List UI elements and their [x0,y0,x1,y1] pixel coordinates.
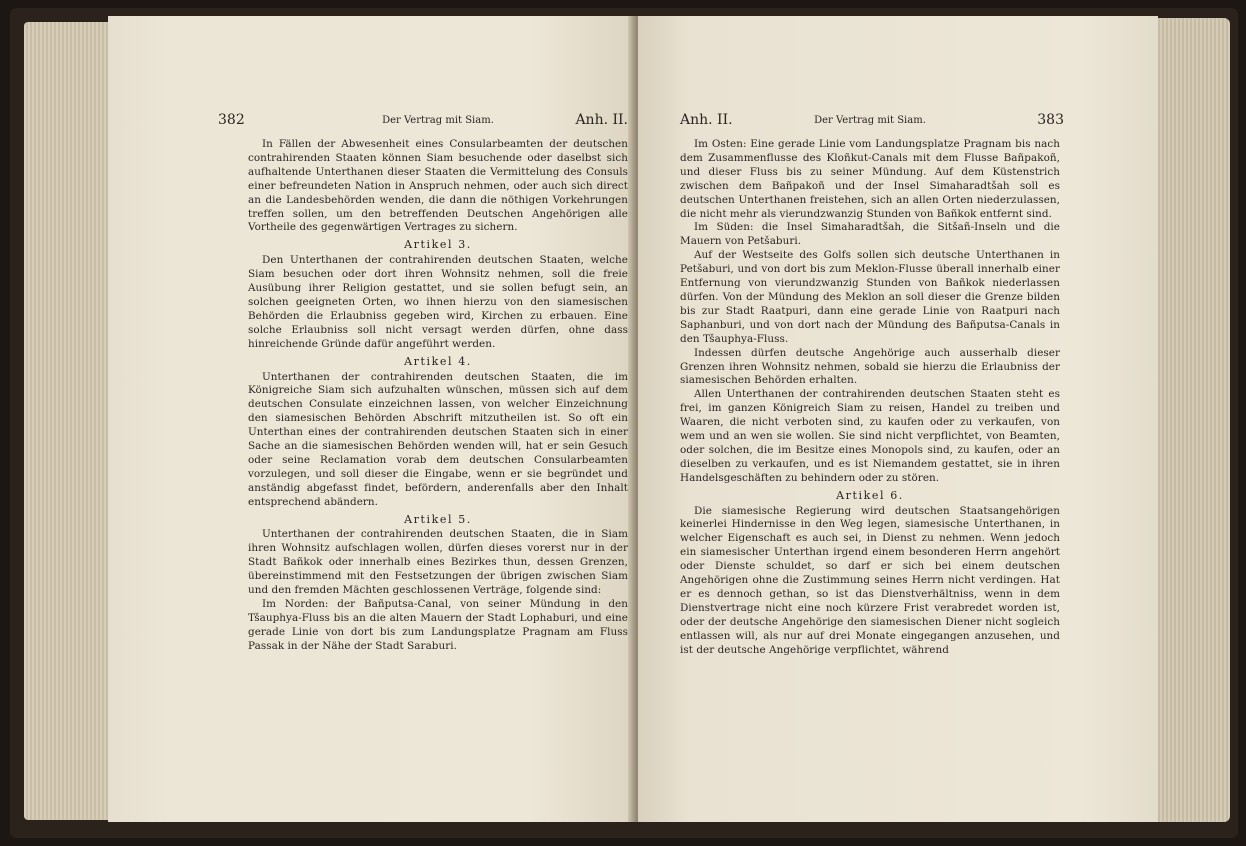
paragraph: Unterthanen der contrahirenden deutschen Staaten, die in Siam ihren Wohnsitz aufschlagen wollen, dürfen dieses vorerst nur in der Stadt Bañkok oder innerhalb eines Bezirkes thun, dessen Grenzen, übereinstimmend mit den Festsetzungen der übrigen zwischen Siam und den fremden Mächten geschlossenen Verträge, folgende sind: [248,528,628,597]
paragraph: Im Osten: Eine gerade Linie vom Landungsplatze Pragnam bis nach dem Zusammenflusse des Kloñkut-Canals mit dem Flusse Bañpakoñ, und dieser Fluss bis zu seiner Mündung. Auf dem Küstenstrich zwischen dem Bañpakoñ und der Insel Simaharadtšah soll es deutschen Unterthanen freistehen, sich an allen Orten niederzulassen, die nicht mehr als vierundzwanzig Stunden von Bañkok entfernt sind. [680,138,1060,220]
paragraph: Den Unterthanen der contrahirenden deutschen Staaten, welche Siam besuchen oder dort ihren Wohnsitz nehmen, soll die freie Ausübung ihrer Religion gestattet, und sie sollen befugt sein, an solchen geeigneten Orten, wo ihnen hierzu von den siamesischen Behörden die Erlaubniss gegeben wird, Kirchen zu erbauen. Eine solche Erlaubniss soll nicht versagt werden dürfen, ohne dass hinreichende Gründe dafür angeführt werden. [248,254,628,350]
article-heading: Artikel 4. [404,354,472,368]
paragraph: In Fällen der Abwesenheit eines Consularbeamten der deutschen contrahirenden Staaten können Siam besuchende oder daselbst sich aufhaltende Unterthanen dieser Staaten die Vermittelung des Consuls einer befreundeten Nation in Anspruch nehmen, oder auch sich direct an die Landesbehörden wenden, die dann die nöthigen Vorkehrungen treffen sollen, um den betreffenden Deutschen Angehörigen alle Vortheile des gegenwärtigen Vertrages zu sichern. [248,138,628,234]
right-running-title: Der Vertrag mit Siam. [814,115,926,126]
right-running-head [680,112,1064,134]
paragraph: Im Norden: der Bañputsa-Canal, von seiner Mündung in den Tšauphya-Fluss bis an die alten Mauern der Stadt Lophaburi, und eine gerade Linie von dort bis zum Landungsplatze Pragnam am Fluss Passak in der Nähe der Stadt Saraburi. [248,598,628,652]
paragraph: Im Süden: die Insel Simaharadtšah, die Sitšañ-Inseln und die Mauern von Petšaburi. [680,221,1060,248]
article-heading: Artikel 5. [404,512,472,526]
right-page [638,16,1158,822]
left-running-head [218,112,628,134]
paragraph: Indessen dürfen deutsche Angehörige auch ausserhalb dieser Grenzen ihren Wohnsitz nehmen, sobald sie hierzu die Erlaubniss der siamesischen Behörden erhalten. [680,346,1060,387]
left-running-title: Der Vertrag mit Siam. [382,115,494,126]
right-text-column [680,112,1064,658]
left-page [108,16,636,822]
left-appendix-label: Anh. II. [575,112,628,128]
paragraph: Allen Unterthanen der contrahirenden deutschen Staaten steht es frei, im ganzen Königreich Siam zu reisen, Handel zu treiben und Waaren, die nicht verboten sind, zu kaufen oder zu verkaufen, von wem und an wen sie wollen. Sie sind nicht verpflichtet, von Beamten, oder solchen, die im Besitze eines Monopols sind, zu kaufen, oder an dieselben zu verkaufen, und es ist Niemandem gestattet, sie in ihren Handelsgeschäften zu behindern oder zu stören. [680,388,1060,484]
left-page-number: 382 [218,112,245,128]
article-heading: Artikel 3. [404,238,472,252]
left-text-column [218,112,628,654]
article-heading: Artikel 6. [836,488,904,502]
right-appendix-label: Anh. II. [680,112,733,128]
right-page-number: 383 [1037,112,1064,128]
paragraph: Die siamesische Regierung wird deutschen Staatsangehörigen keinerlei Hindernisse in den Weg legen, siamesische Unterthanen, in welcher Eigenschaft es auch sei, in Dienst zu nehmen. Wenn jedoch ein siamesischer Unterthan irgend einem besonderen Herrn angehört oder Dienste schuldet, so darf er sich bei einem deutschen Angehörigen ohne die Zustimmung seines Herrn nicht verdingen. Hat er es dennoch gethan, so ist das Dienstverhältniss, wenn in dem Dienstvertrage nicht eine noch kürzere Frist verabredet worden ist, oder der deutsche Angehörige den siamesischen Diener nicht sogleich entlassen will, als nur auf drei Monate eingegangen anzusehen, und ist der deutsche Angehörige verpflichtet, während [680,504,1060,656]
paragraph: Unterthanen der contrahirenden deutschen Staaten, die im Königreiche Siam sich aufzuhalten wünschen, müssen sich auf dem deutschen Consulate einzeichnen lassen, von welcher Einzeichnung den siamesischen Behörden Abschrift mitzutheilen ist. So oft ein Unterthan eines der contrahirenden deutschen Staaten sich in einer Sache an die siamesischen Behörden wenden will, hat er sein Gesuch oder seine Reclamation vorab dem deutschen Consularbeamten vorzulegen, und soll dieser die Eingabe, wenn er sie begründet und anständig abgefasst findet, befördern, anderenfalls aber den Inhalt entsprechend abändern. [248,370,628,508]
paragraph: Auf der Westseite des Golfs sollen sich deutsche Unterthanen in Petšaburi, und von dort bis zum Meklon-Flusse überall innerhalb einer Entfernung von vierundzwanzig Stunden von Bañkok niederlassen dürfen. Von der Mündung des Meklon an soll dieser die Grenze bilden bis zur Stadt Raatpuri, dann eine gerade Linie von Raatpuri nach Saphanburi, und von dort nach der Mündung des Bañputsa-Canals in den Tšauphya-Fluss. [680,249,1060,345]
